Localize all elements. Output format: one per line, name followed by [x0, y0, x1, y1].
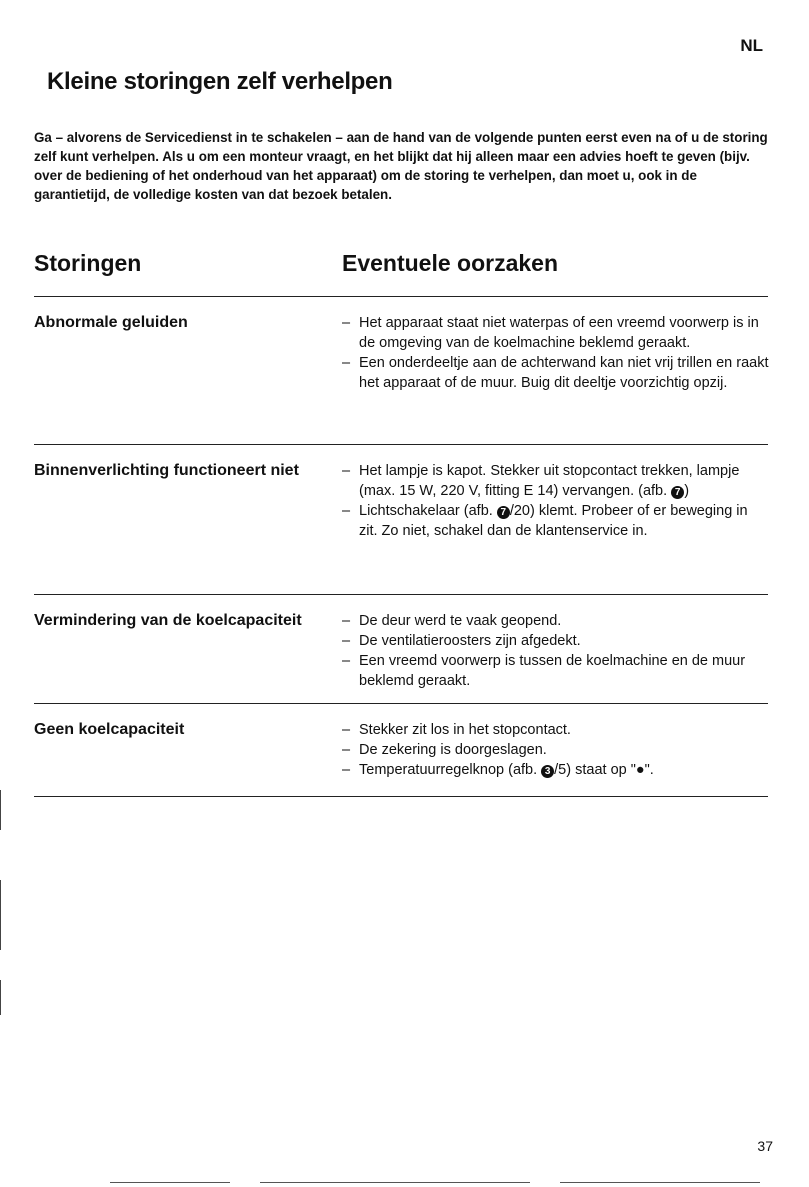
figure-number-badge: 7	[671, 486, 684, 499]
cause-text: )	[684, 483, 690, 499]
table-rule	[34, 296, 768, 297]
table-rule	[34, 703, 768, 704]
fault-label: Vermindering van de koelcapaciteit	[34, 612, 302, 629]
fault-label: Abnormale geluiden	[34, 314, 188, 331]
cause-item	[342, 501, 770, 541]
cause-list	[342, 461, 770, 541]
fault-label: Geen koelcapaciteit	[34, 721, 185, 738]
scan-edge-mark	[560, 1182, 760, 1183]
scan-edge-mark	[0, 980, 1, 1015]
cause-text: Lichtschakelaar (afb.	[359, 503, 497, 519]
cause-list	[342, 313, 770, 393]
cause-text: /20) klemt. Probeer of er beweging in zit. Zo niet, schakel dan de klantenservice in.	[359, 503, 748, 539]
table-rule	[34, 594, 768, 595]
table-rule	[34, 444, 768, 445]
cause-item: – De zekering is doorgeslagen.	[342, 740, 770, 760]
cause-list	[342, 611, 770, 691]
scan-edge-mark	[0, 880, 1, 950]
figure-number-badge: 3	[541, 765, 554, 778]
cause-item: – Een onderdeeltje aan de achterwand kan niet vrij trillen en raakt het apparaat of de muur. Buig dit deeltje voorzichtig opzij.	[342, 353, 770, 393]
page-number: 37	[757, 1138, 773, 1154]
cause-text: Temperatuurregelknop (afb.	[359, 762, 542, 778]
cause-text: Het lampje is kapot. Stekker uit stopcontact trekken, lampje (max. 15 W, 220 V, fitting E 14) vervangen. (afb.	[359, 463, 740, 499]
cause-text: /5) staat op "●".	[554, 762, 654, 778]
cause-item: – De ventilatieroosters zijn afgedekt.	[342, 631, 770, 651]
scan-edge-mark	[110, 1182, 230, 1183]
scan-edge-mark	[0, 790, 1, 830]
fault-label: Binnenverlichting functioneert niet	[34, 462, 299, 479]
column-header-faults: Storingen	[34, 250, 142, 276]
table-rule	[34, 796, 768, 797]
cause-list	[342, 720, 770, 780]
cause-item	[342, 760, 770, 780]
figure-number-badge: 7	[497, 506, 510, 519]
intro-paragraph: Ga – alvorens de Servicedienst in te schakelen – aan de hand van de volgende punten eerst even na of u de storing zelf kunt verhelpen. Als u om een monteur vraagt, en het blijkt dat hij alleen maar een advies hoeft te geven (bijv. over de bediening of het onderhoud van het apparaat) om de storing te verhelpen, dan moet u, ook in de garantietijd, de volledige kosten van dat bezoek betalen.	[34, 130, 768, 202]
cause-item: – Het apparaat staat niet waterpas of een vreemd voorwerp is in de omgeving van de koelmachine beklemd geraakt.	[342, 313, 770, 353]
cause-item	[342, 461, 770, 501]
language-tag: NL	[740, 36, 763, 55]
cause-item: – De deur werd te vaak geopend.	[342, 611, 770, 631]
cause-item: – Een vreemd voorwerp is tussen de koelmachine en de muur beklemd geraakt.	[342, 651, 770, 691]
column-header-causes: Eventuele oorzaken	[342, 250, 559, 276]
cause-item: – Stekker zit los in het stopcontact.	[342, 720, 770, 740]
scan-edge-mark	[260, 1182, 530, 1183]
page-title: Kleine storingen zelf verhelpen	[47, 68, 393, 95]
